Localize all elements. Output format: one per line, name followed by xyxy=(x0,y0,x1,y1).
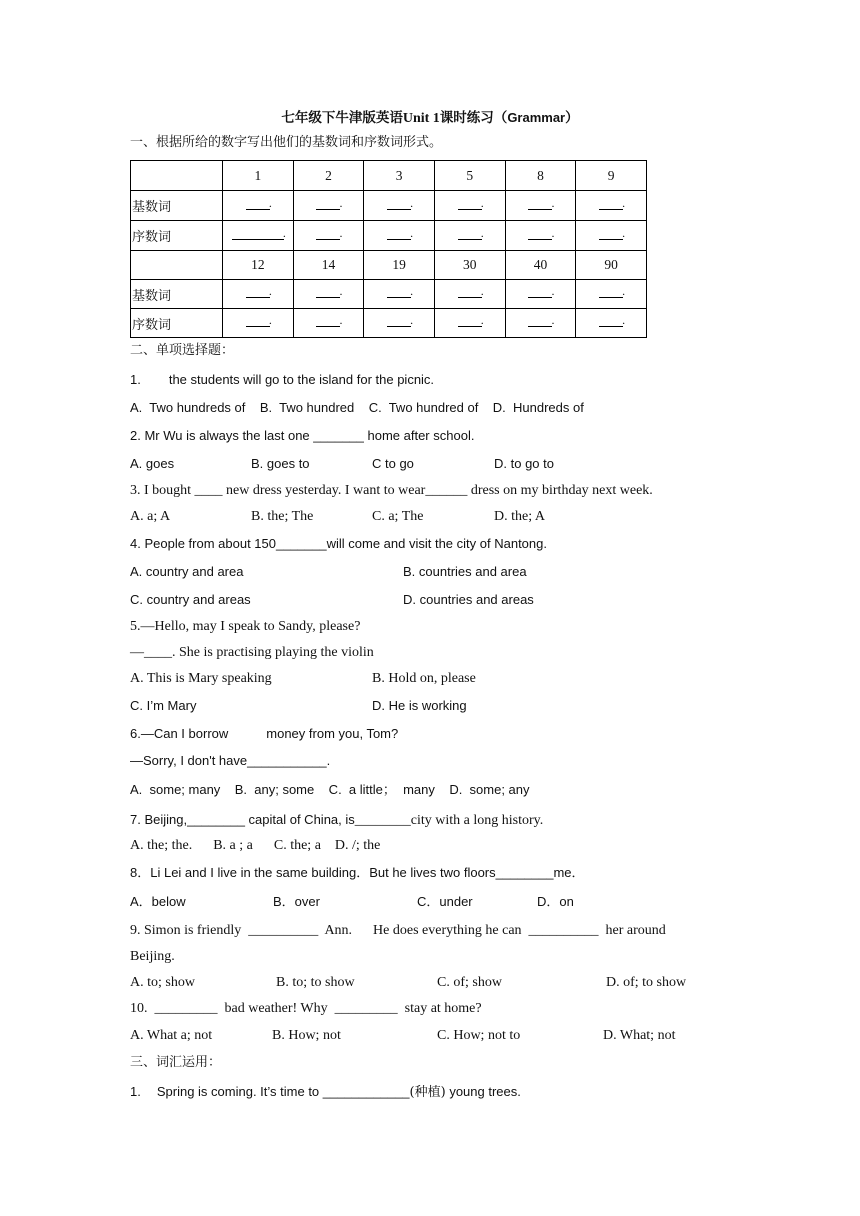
section1-heading: 一、根据所给的数字写出他们的基数词和序数词形式。 xyxy=(130,135,443,150)
question-4: 4. People from about 150_______will come and visit the city of Nantong. xyxy=(130,536,547,551)
answer-blank xyxy=(458,198,482,210)
answer-blank xyxy=(387,286,411,298)
question-10: 10. _________ bad weather! Why _________ stay at home? xyxy=(130,1001,482,1016)
answer-blank xyxy=(316,286,340,298)
q9-option-b: B. to; to show xyxy=(276,975,355,990)
q8-option-b: B．over xyxy=(273,894,320,909)
q5-option-a: A. This is Mary speaking xyxy=(130,671,272,686)
question-5-reply: —____. She is practising playing the violin xyxy=(130,645,374,660)
table-row: 序数词 . . . . . . xyxy=(131,309,647,338)
question-7-options: A. the; the. B. a ; a C. the; a D. /; the xyxy=(130,838,381,853)
table-row: 1 2 3 5 8 9 xyxy=(131,161,647,191)
answer-blank xyxy=(599,286,623,298)
answer-blank xyxy=(246,286,270,298)
question-9-cont: Beijing. xyxy=(130,949,175,964)
answer-blank xyxy=(528,228,552,240)
answer-blank xyxy=(528,198,552,210)
question-1-options: A. Two hundreds of B. Two hundred C. Two hundred of D. Hundreds of xyxy=(130,400,584,415)
question-1: 1. the students will go to the island for the picnic. xyxy=(130,372,435,387)
question-8: 8．Li Lei and I live in the same building．But he lives two floors________me． xyxy=(130,865,585,880)
question-5: 5.—Hello, may I speak to Sandy, please? xyxy=(130,619,361,634)
q5-option-b: B. Hold on, please xyxy=(372,671,476,686)
answer-blank xyxy=(387,198,411,210)
q5-option-d: D. He is working xyxy=(372,698,467,713)
q4-option-c: C. country and areas xyxy=(130,592,251,607)
q9-option-a: A. to; show xyxy=(130,975,195,990)
section3-heading: 三、词汇运用： xyxy=(130,1055,222,1070)
q3-option-d: D. the; A xyxy=(494,509,545,524)
answer-blank xyxy=(458,315,482,327)
q4-option-d: D. countries and areas xyxy=(403,592,534,607)
table-row: 基数词 . . . . . . xyxy=(131,280,647,309)
q9-option-d: D. of; to show xyxy=(606,975,687,990)
q10-option-a: A. What a; not xyxy=(130,1028,213,1043)
answer-blank xyxy=(458,228,482,240)
question-6: 6.—Can I borrow money from you, Tom? xyxy=(130,726,399,741)
answer-blank xyxy=(599,228,623,240)
q9-option-c: C. of; show xyxy=(437,975,502,990)
q10-option-d: D. What; not xyxy=(603,1028,676,1043)
q8-option-d: D．on xyxy=(537,894,574,909)
table-row: 12 14 19 30 40 90 xyxy=(131,251,647,280)
answer-blank xyxy=(458,286,482,298)
q4-option-b: B. countries and area xyxy=(403,564,527,579)
question-9: 9. Simon is friendly __________ Ann. He does everything he can __________ her around xyxy=(130,923,666,938)
q3-option-a: A. a; A xyxy=(130,509,171,524)
q3-option-c: C. a; The xyxy=(372,509,424,524)
answer-blank xyxy=(316,198,340,210)
page-title: 七年级下牛津版英语Unit 1课时练习（Grammar） xyxy=(281,110,579,126)
answer-blank xyxy=(387,315,411,327)
answer-blank xyxy=(599,198,623,210)
q2-option-d: D. to go to xyxy=(494,456,554,471)
q5-option-c: C. I’m Mary xyxy=(130,698,197,713)
answer-blank xyxy=(316,315,340,327)
number-table xyxy=(130,160,647,338)
question-3: 3. I bought ____ new dress yesterday. I want to wear______ dress on my birthday next week. xyxy=(130,483,653,498)
question-6-options: A. some; many B. any; some C. a little； many D. some; any xyxy=(130,782,530,797)
answer-blank xyxy=(232,228,284,240)
q8-option-c: C．under xyxy=(417,894,473,909)
answer-blank xyxy=(387,228,411,240)
answer-blank xyxy=(246,198,270,210)
table-row: 序数词 . . . . . . xyxy=(131,221,647,251)
question-7: 7. Beijing,________ capital of China, is________city with a long history. xyxy=(130,812,544,828)
q10-option-c: C. How; not to xyxy=(437,1028,521,1043)
q10-option-b: B. How; not xyxy=(272,1028,341,1043)
answer-blank xyxy=(316,228,340,240)
section2-heading: 二、单项选择题： xyxy=(130,343,235,358)
q4-option-a: A. country and area xyxy=(130,564,244,579)
q2-option-c: C to go xyxy=(372,456,414,471)
question-2: 2. Mr Wu is always the last one _______ home after school. xyxy=(130,428,475,443)
vocab-question-1: 1. Spring is coming. It’s time to ____________(种植) young trees. xyxy=(130,1084,521,1100)
answer-blank xyxy=(599,315,623,327)
table-row: 基数词 . . . . . . xyxy=(131,191,647,221)
q3-option-b: B. the; The xyxy=(251,509,314,524)
q8-option-a: A．below xyxy=(130,894,186,909)
answer-blank xyxy=(528,315,552,327)
q2-option-a: A. goes xyxy=(130,456,175,471)
answer-blank xyxy=(528,286,552,298)
q2-option-b: B. goes to xyxy=(251,456,310,471)
answer-blank xyxy=(246,315,270,327)
question-6-reply: —Sorry, I don't have___________. xyxy=(130,753,331,768)
